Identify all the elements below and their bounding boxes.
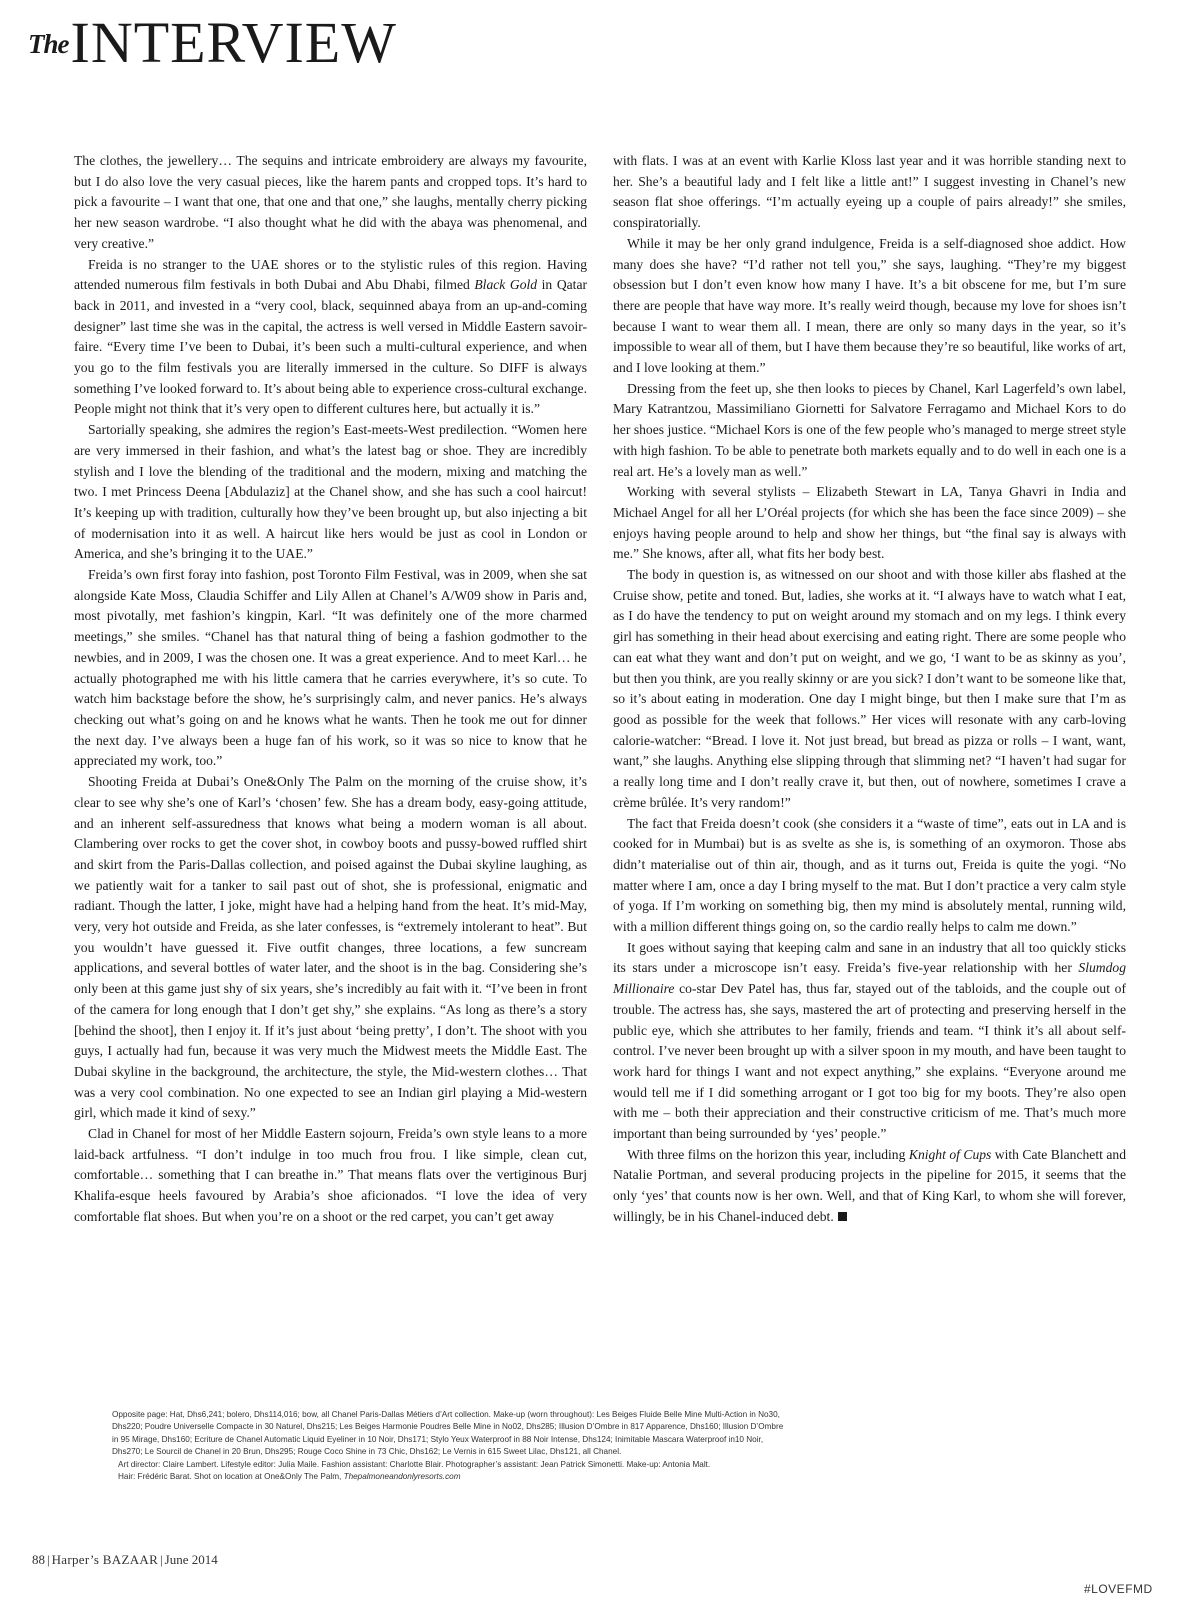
- credits-line: Dhs220; Poudre Universelle Compacte in 30 Naturel, Dhs215; Les Beiges Harmonie Poudres Belle Mine in No02, Dhs285; Illusion D’Ombre in 817 Apparence, Dhs160; Illusion D’Ombre: [112, 1422, 784, 1432]
- article-paragraph: [613, 1145, 1126, 1228]
- credits-line: Opposite page: Hat, Dhs6,241; bolero, Dhs114,016; bow, all Chanel Paris-Dallas Métiers d’Art collection. Make-up (worn throughout): Les Beiges Fluide Belle Mine Multi-Action in No30,: [112, 1410, 780, 1419]
- credits-line: Dhs270; Le Sourcil de Chanel in 20 Brun, Dhs295; Rouge Coco Shine in 73 Chic, Dhs162; Le Vernis in 615 Sweet Lilac, Dhs121, all Chanel.: [112, 1447, 622, 1457]
- article-paragraph-continued: The clothes, the jewellery… The sequins and intricate embroidery are always my favourite, but I do also love the very casual pieces, like the harem pants and cropped tops. It’s hard to pick a favourite – I want that one, that one and that one,” she laughs, mentally cherry picking her new season wardrobe. “I also thought what he did with the abaya was phenomenal, and very creative.”: [74, 153, 587, 251]
- article-paragraph: [613, 938, 1126, 1145]
- photo-credits: [112, 1409, 1112, 1483]
- text-run: While it may be her only grand indulgence, Freida is a self-diagnosed shoe addict. How many does she have? “I’d rather not tell you,” she says, laughing. “They’re my biggest obsession but I don’t even know how many I have. It’s a bit obscene for me, but I’m sure there are people that have way more. It’s really weird though, because my love for shoes isn’t because I want to wear them all. I mean, there are only so many days in the year, so it’s impossible to wear all of them, but I have them because they’re so beautiful, like works of art, and I love looking at them.”: [613, 235, 1126, 376]
- article-paragraph: [613, 234, 1126, 379]
- text-run: Clad in Chanel for most of her Middle Eastern sojourn, Freida’s own style leans to a more laid-back artfulness. “I don’t indulge in too much frou frou. I like simple, clean cut, comfortable… something that I can breathe in.” That means flats over the vertiginous Burj Khalifa-esque heels favoured by Arabia’s shoe aficionados. “I love the idea of very comfortable flat shoes. But when you’re on a shoot or the red carpet, you can’t get away: [74, 1126, 587, 1224]
- text-run: With three films on the horizon this year, including: [627, 1146, 909, 1162]
- text-run: Sartorially speaking, she admires the region’s East-meets-West predilection. “Women here are very immersed in their fashion, and what’s the latest bag or shoe. They are incredibly stylish and I love the blending of the traditional and the modern, mixing and matching the two. I met Princess Deena [Abdulaziz] at the Chanel show, and she has such a cool haircut! It’s keeping up with tradition, culturally how they’ve been brought up, but also injecting a bit of modernisation into it as well. A haircut like hers would be just as cool in London or America, and she’s bringing it to the UAE.”: [74, 422, 587, 562]
- text-run: The fact that Freida doesn’t cook (she considers it a “waste of time”, eats out in LA and is cooked for in Mumbai) but is as svelte as she is, is something of an oxymoron. Those abs didn’t materialise out of thin air, though, and as it turns out, Freida is quite the yogi. “No matter where I am, once a day I bring myself to the mat. But I don’t practice a very calm style of yoga. If I’m working on something big, then my mind is absolutely mental, running wild, with a million different things going on, so the cardio really helps to calm me down.”: [613, 815, 1126, 935]
- italic-title: Black Gold: [474, 277, 538, 293]
- italic-title: Knight of Cups: [908, 1146, 992, 1162]
- article-paragraph: [613, 814, 1126, 938]
- text-run: The body in question is, as witnessed on our shoot and with those killer abs flashed at the Cruise show, petite and toned. But, ladies, she works at it. “I always have to watch what I eat, as I do have the tendency to put on weight around my stomach and on my legs. I think every girl has something in their head about exercising and eating right. There are some people who can eat what they want and don’t put on weight, and we go, ‘I want to be as skinny as you’, but then you think, are you really skinny or are you sick? I don’t want to be someone like that, so it’s about eating in moderation. One day I might binge, but then I make sure that I’m as good as possible for the week that follows.” Her vices will resonate with any carb-loving calorie-watcher: “Bread. I love it. Not just bread, but bread as pizza or rolls – I want, want, want,” she laughs. Anything else slipping through that slimming net? “I haven’t had sugar for a really long time and I don’t really crave it, but then, out of nowhere, sometimes I crave a crème brûlée. It’s very random!”: [613, 567, 1126, 810]
- credits-line: in 95 Mirage, Dhs160; Ecriture de Chanel Automatic Liquid Eyeliner in 10 Noir, Dhs171; Stylo Yeux Waterproof in 88 Noir Intense, Dhs124; Inimitable Mascara Waterproof in10 Noir,: [112, 1434, 764, 1444]
- magazine-name: Harper’s BAZAAR: [51, 1552, 159, 1567]
- article-column-right: [613, 151, 1126, 1228]
- credits-line: [112, 1471, 1112, 1483]
- credits-line: Art director: Claire Lambert. Lifestyle editor: Julia Maile. Fashion assistant: Charlotte Blair. Photographer’s assistant: Jean Patrick Simonetti. Make-up: Antonia Malt.: [118, 1459, 711, 1469]
- page-folio: 88 | Harper’s BAZAAR | June 2014: [32, 1552, 218, 1567]
- page-number: 88: [32, 1552, 45, 1567]
- text-run: Freida is no stranger to the UAE shores or to the stylistic rules of this region. Having attended numerous film festivals in both Dubai and Abu Dhabi, filmed: [74, 256, 587, 293]
- text-run: Shooting Freida at Dubai’s One&Only The Palm on the morning of the cruise show, it’s clear to see why she’s one of Karl’s ‘chosen’ few. She has a dream body, easy-going attitude, and an inherent self-assuredness that knows what being a modern woman is all about. Clambering over rocks to get the cover shot, in cowboy boots and pussy-bowed ruffled shirt and skirt from the Paris-Dallas collection, and poised against the Dubai skyline laughing, as we patiently wait for a tanker to sail past out of shot, she is professional, enigmatic and radiant. Though the latter, I joke, might have had a helping hand from the heat. It’s mid-May, very, very hot outside and Freida, as she later confesses, is “extremely intolerant to heat”. But you wouldn’t have guessed it. Five outfit changes, three locations, a few suncream applications, and several bottles of water later, and the shoot is in the bag. Considering she’s only been at this game just shy of six years, she’s incredibly au fait with it. “I’ve been in front of the camera for long enough that I don’t get shy,” she explains. “As long as there’s a story [behind the shoot], then I enjoy it. If it’s just about ‘being pretty’, I don’t. The shoot with you guys, I actually had fun, because it was very much the Midwest meets the Middle East. The Dubai skyline in the background, the architecture, the style, the Mid-western clothes… That was a very cool combination. No one expected to see an Indian girl playing a Mid-western girl, which made it kind of sexy.”: [74, 774, 587, 1121]
- article-body: [74, 151, 1126, 1228]
- text-run: Dressing from the feet up, she then looks to pieces by Chanel, Karl Lagerfeld’s own label, Mary Katrantzou, Massimiliano Giornetti for Salvatore Ferragamo and Michael Kors to do her shoes justice. “Michael Kors is one of the few people who’s managed to merge street style with high fashion. To be able to penetrate both markets equally and to do well in each one is a real art. He’s a lovely man as well.”: [613, 380, 1126, 479]
- issue-date: June 2014: [164, 1552, 218, 1567]
- article-paragraph-continued: with flats. I was at an event with Karlie Kloss last year and it was horrible standing next to her. She’s a beautiful lady and I felt like a little ant!” I suggest investing in Chanel’s new season flat shoe offerings. “I’m actually eyeing up a couple of pairs already!” she smiles, conspiratorially.: [613, 153, 1126, 231]
- article-paragraph: [613, 379, 1126, 483]
- text-run: It goes without saying that keeping calm and sane in an industry that all too quickly sticks its stars under a microscope isn’t easy. Freida’s five-year relationship with her: [613, 939, 1126, 976]
- article-paragraph: [74, 420, 587, 565]
- article-paragraph: [74, 255, 587, 421]
- italic-title: Slumdog Millionaire: [613, 960, 1126, 997]
- credits-website: Thepalmoneandonlyresorts.com: [343, 1472, 461, 1482]
- watermark: #LOVEFMD: [1084, 1582, 1153, 1596]
- article-paragraph: [74, 565, 587, 772]
- section-masthead: [28, 10, 397, 75]
- end-of-article-mark: [838, 1212, 847, 1221]
- text-run: in Qatar back in 2011, and invested in a “very cool, black, sequinned abaya from an up-and-coming designer” last time she was in the capital, the actress is well versed in Middle Eastern savoir-faire. “Every time I’ve been to Dubai, it’s been such a multi-cultural experience, and when you go to the film festivals you are literally immersed in the culture. So DIFF is always something I’ve looked forward to. It’s about being able to experience cross-cultural exchange. People might not think that it’s very open to different cultures here, but actually it is.”: [74, 277, 588, 417]
- article-paragraph: [613, 482, 1126, 565]
- article-column-left: [74, 151, 587, 1228]
- masthead-title: INTERVIEW: [70, 10, 397, 75]
- article-paragraph: [74, 772, 587, 1124]
- article-paragraph: [74, 1124, 587, 1228]
- text-run: with Cate Blanchett and Natalie Portman, and several producing projects in the pipeline for 2015, it seems that the only ‘yes’ that counts now is her own. Well, and that of King Karl, to whom she will forever, willingly, be in his Chanel-induced debt.: [613, 1146, 1126, 1224]
- masthead-prefix: The: [28, 29, 69, 59]
- text-run: Working with several stylists – Elizabeth Stewart in LA, Tanya Ghavri in India and Michael Angel for all her L’Oréal projects (for which she has been the face since 2009) – she enjoys having people around to help and show her things, but “the final say is always with me.” She knows, after all, what fits her body best.: [613, 484, 1126, 562]
- credits-hair-location: Hair: Frédéric Barat. Shot on location at One&Only The Palm,: [118, 1472, 344, 1482]
- text-run: co-star Dev Patel has, thus far, stayed out of the tabloids, and the couple out of trouble. The actress has, she says, mastered the art of protecting and preserving herself in the public eye, which she attributes to her family, friends and team. “I think it’s all about self-control. I’ve never been brought up with a silver spoon in my mouth, and have been taught to work hard for things I want and not expect anything,” she explains. “Everyone around me would tell me if I did something arrogant or I got too big for my boots. They’re also open with me – both their appreciation and their constructive criticism of me. That’s much more important than being surrounded by ‘yes’ people.”: [613, 981, 1126, 1142]
- article-paragraph: [613, 565, 1126, 813]
- text-run: Freida’s own first foray into fashion, post Toronto Film Festival, was in 2009, when she sat alongside Kate Moss, Claudia Schiffer and Lily Allen at Chanel’s A/W09 show in Paris and, most pivotally, met fashion’s kingpin, Karl. “It was definitely one of the more charmed meetings,” she smiles. “Chanel has that natural thing of being a fashion godmother to the newbies, and in 2009, I was the chosen one. It was a great experience. And to meet Karl… he actually photographed me with his little camera that he carries everywhere, it’s so cute. To watch him backstage before the show, he’s surprisingly calm, and never panics. He’s always checking out what’s going on and he knows what he wants. Then he took me out for dinner the next day. I’ve always been a huge fan of his work, so it was so nice to know that he appreciated my work, too.”: [74, 567, 587, 769]
